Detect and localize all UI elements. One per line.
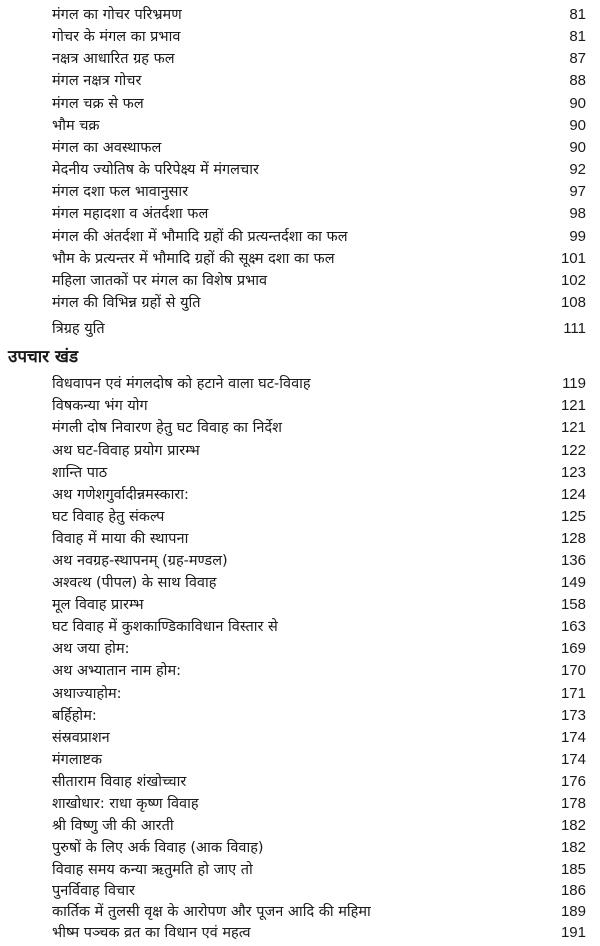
toc-entry: [0, 395, 600, 417]
toc-entry: [0, 462, 600, 484]
entry-page: 90: [569, 117, 586, 134]
entry-page: 173: [560, 707, 586, 724]
toc-entry: [0, 616, 600, 638]
toc-entry: [0, 48, 600, 70]
entry-title: मंगल महादशा व अंतर्दशा फल: [52, 206, 209, 222]
toc-entry: [0, 181, 600, 203]
entry-title: मंगली दोष निवारण हेतु घट विवाह का निर्देश: [52, 420, 282, 436]
entry-title: भीष्म पञ्चक व्रत का विधान एवं महत्व: [52, 925, 251, 941]
entry-title: विषकन्या भंग योग: [52, 398, 148, 414]
toc-entry: [0, 159, 600, 181]
entry-title: गोचर के मंगल का प्रभाव: [52, 29, 181, 45]
toc-entry: [0, 506, 600, 528]
entry-page: 185: [560, 861, 586, 878]
entry-title: अथाज्याहोम:: [52, 686, 122, 702]
entry-title: अथ जया होम:: [52, 641, 130, 657]
section-heading: उपचार खंड: [8, 347, 79, 367]
entry-title: मंगल नक्षत्र गोचर: [52, 73, 142, 89]
entry-page: 182: [560, 839, 586, 856]
toc-entry: [0, 115, 600, 137]
entry-page: 88: [569, 72, 586, 89]
entry-title: मंगल की अंतर्दशा में भौमादि ग्रहों की प्रत्यन्तर्दशा का फल: [52, 229, 348, 245]
entry-page: 189: [560, 903, 586, 920]
entry-page: 81: [569, 6, 586, 23]
entry-page: 87: [569, 50, 586, 67]
entry-page: 174: [560, 729, 586, 746]
toc-entry: [0, 70, 600, 92]
toc-entry: [0, 793, 600, 815]
toc-entry: [0, 922, 600, 944]
entry-page: 176: [560, 773, 586, 790]
toc-entry: [0, 749, 600, 771]
entry-title: मंगलाष्टक: [52, 752, 103, 768]
entry-page: 90: [569, 139, 586, 156]
entry-page: 123: [560, 464, 586, 481]
entry-title: अथ घट-विवाह प्रयोग प्रारम्भ: [52, 443, 200, 459]
toc-entry: [0, 638, 600, 660]
entry-title: मंगल का अवस्थाफल: [52, 140, 162, 156]
toc-entry: [0, 226, 600, 248]
entry-title: विधवापन एवं मंगलदोष को हटाने वाला घट-विवाह: [52, 376, 311, 392]
entry-page: 124: [560, 486, 586, 503]
entry-page: 191: [560, 924, 586, 941]
entry-page: 97: [569, 183, 586, 200]
toc-entry: [0, 815, 600, 837]
toc-entry: [0, 93, 600, 115]
entry-page: 121: [560, 419, 586, 436]
entry-title: महिला जातकों पर मंगल का विशेष प्रभाव: [52, 273, 268, 289]
toc-entry: [0, 270, 600, 292]
entry-title: पुनर्विवाह विचार: [52, 883, 135, 899]
toc-entry: [0, 880, 600, 902]
toc-entry: [0, 4, 600, 26]
toc-entry: [0, 705, 600, 727]
toc-entry: [0, 417, 600, 439]
toc-entry: [0, 901, 600, 923]
entry-title: घट विवाह में कुशकाण्डिकाविधान विस्तार से: [52, 619, 278, 635]
entry-page: 186: [560, 882, 586, 899]
entry-page: 169: [560, 640, 586, 657]
entry-title: अश्वत्थ (पीपल) के साथ विवाह: [52, 575, 217, 591]
toc-entry: [0, 26, 600, 48]
entry-page: 98: [569, 205, 586, 222]
entry-title: शाखोधार: राधा कृष्ण विवाह: [52, 796, 199, 812]
entry-page: 170: [560, 662, 586, 679]
entry-page: 108: [560, 294, 586, 311]
entry-title: मंगल चक्र से फल: [52, 96, 144, 112]
entry-title: विवाह में माया की स्थापना: [52, 531, 189, 547]
entry-page: 101: [560, 250, 586, 267]
toc-entry: [0, 292, 600, 314]
entry-page: 182: [560, 817, 586, 834]
entry-page: 121: [560, 397, 586, 414]
entry-title: मंगल की विभिन्न ग्रहों से युति: [52, 295, 201, 311]
entry-page: 111: [563, 320, 586, 337]
entry-title: सीताराम विवाह शंखोच्चार: [52, 774, 187, 790]
toc-entry: [0, 837, 600, 859]
entry-page: 102: [560, 272, 586, 289]
entry-title: त्रिग्रह युति: [52, 321, 105, 337]
entry-page: 136: [560, 552, 586, 569]
entry-title: अथ गणेशगुर्वादीन्नमस्कारा:: [52, 487, 189, 503]
entry-title: अथ नवग्रह-स्थापनम् (ग्रह-मण्डल): [52, 553, 228, 569]
entry-title: मंगल का गोचर परिभ्रमण: [52, 7, 182, 23]
entry-page: 171: [560, 685, 586, 702]
toc-entry: [0, 248, 600, 270]
toc-entry: [0, 771, 600, 793]
toc-entry: [0, 550, 600, 572]
toc-entry: [0, 318, 600, 340]
entry-title: कार्तिक में तुलसी वृक्ष के आरोपण और पूजन आदि की महिमा: [52, 904, 371, 920]
toc-entry: [0, 528, 600, 550]
entry-page: 128: [560, 530, 586, 547]
toc-entry: [0, 572, 600, 594]
toc-entry: [0, 137, 600, 159]
toc-entry: [0, 727, 600, 749]
entry-title: मूल विवाह प्रारम्भ: [52, 597, 144, 613]
entry-page: 158: [560, 596, 586, 613]
toc-entry: [0, 660, 600, 682]
toc-entry: [0, 683, 600, 705]
toc-entry: [0, 203, 600, 225]
toc-entry: [0, 594, 600, 616]
entry-title: बर्हिहोम:: [52, 708, 97, 724]
entry-page: 99: [569, 228, 586, 245]
toc-entry: [0, 859, 600, 881]
entry-page: 178: [560, 795, 586, 812]
entry-title: पुरुषों के लिए अर्क विवाह (आक विवाह): [52, 840, 264, 856]
entry-page: 119: [562, 375, 586, 392]
entry-title: विवाह समय कन्या ऋतुमति हो जाए तो: [52, 862, 253, 878]
entry-title: संस्रवप्राशन: [52, 730, 110, 746]
entry-page: 163: [560, 618, 586, 635]
entry-page: 174: [560, 751, 586, 768]
entry-title: मंगल दशा फल भावानुसार: [52, 184, 189, 200]
entry-title: घट विवाह हेतु संकल्प: [52, 509, 165, 525]
entry-page: 122: [560, 442, 586, 459]
entry-title: अथ अभ्यातान नाम होम:: [52, 663, 181, 679]
entry-title: श्री विष्णु जी की आरती: [52, 818, 174, 834]
entry-title: भौम चक्र: [52, 118, 100, 134]
entry-title: नक्षत्र आधारित ग्रह फल: [52, 51, 175, 67]
toc-entry: [0, 373, 600, 395]
entry-title: शान्ति पाठ: [52, 465, 108, 481]
entry-page: 90: [569, 95, 586, 112]
entry-page: 149: [560, 574, 586, 591]
entry-page: 81: [569, 28, 586, 45]
entry-title: भौम के प्रत्यन्तर में भौमादि ग्रहों की सूक्ष्म दशा का फल: [52, 251, 335, 267]
toc-entry: [0, 484, 600, 506]
entry-title: मेदनीय ज्योतिष के परिपेक्ष्य में मंगलचार: [52, 162, 259, 178]
toc-entry: [0, 440, 600, 462]
entry-page: 92: [569, 161, 586, 178]
entry-page: 125: [560, 508, 586, 525]
